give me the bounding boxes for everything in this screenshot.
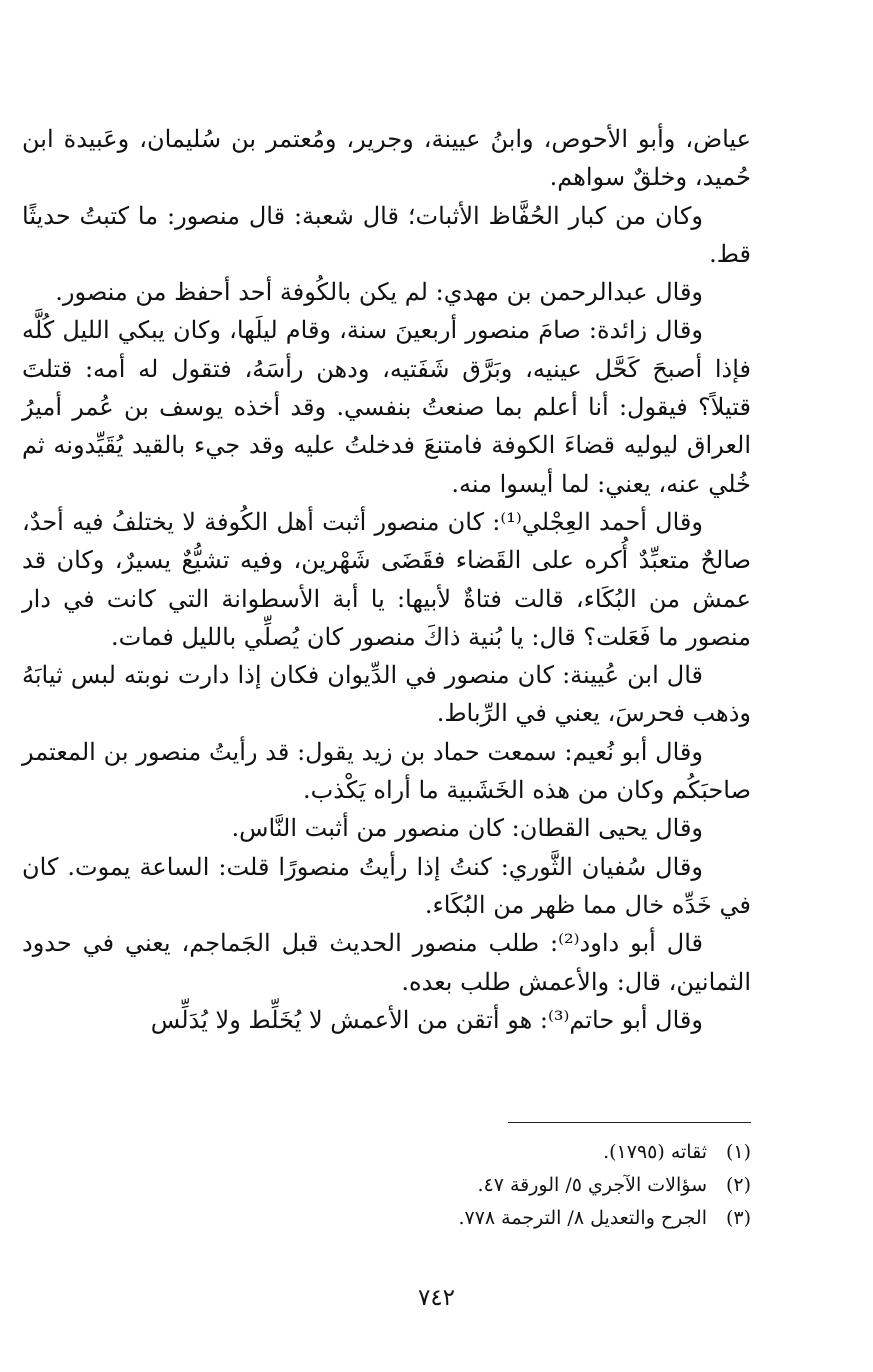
footnote-number: (٢)	[725, 1174, 751, 1196]
footnote-number: (٣)	[725, 1207, 751, 1229]
paragraph: وكان من كبار الحُفَّاظ الأثبات؛ قال شعبة: قال منصور: ما كتبتُ حديثًا قط.	[22, 201, 751, 268]
paragraph: وقال أبو حاتم⁽³⁾: هو أتقن من الأعمش لا يُخَلِّط ولا يُدَلِّس	[150, 1005, 703, 1034]
paragraph: وقال زائدة: صامَ منصور أربعينَ سنة، وقام ليلَها، وكان يبكي الليل كُلَّه فإذا أصبحَ كَحَّل عينيه، وبَرَّق شَفَتيه، ودهن رأسَهُ، فتقول له أمه: قتلتَ قتيلاً؟ فيقول: أنا أعلم بما صنعتُ بنفسي. وقد أخذه يوسف بن عُمر أميرُ العراق ليوليه قضاءَ الكوفة فامتنعَ فدخلتُ عليه وقد جيء بالقيد يُقَيِّدونه ثم خُلي عنه، يعني: لما أيسوا منه.	[22, 316, 751, 498]
paragraph: قال ابن عُيينة: كان منصور في الدِّيوان فكان إذا دارت نوبته لبس ثيابَهُ وذهب فحرسَ، يعني في الرِّباط.	[22, 661, 751, 728]
footnote-divider	[508, 1122, 751, 1123]
footnote-text: الجرح والتعديل ٨/ الترجمة ٧٧٨.	[458, 1207, 707, 1229]
footnote	[200, 1202, 751, 1235]
footnote-number: (١)	[725, 1141, 751, 1163]
paragraph: عياض، وأبو الأحوص، وابنُ عيينة، وجرير، ومُعتمر بن سُليمان، وعَبيدة ابن حُميد، وخلقٌ سواهم.	[22, 125, 751, 192]
footnotes	[200, 1136, 751, 1235]
paragraph: وقال أحمد العِجْلي⁽¹⁾: كان منصور أثبت أهل الكُوفة لا يختلفُ فيه أحدٌ، صالحٌ متعبِّدٌ أُكره على القَضاء فقَضَى شَهْرين، وفيه تشيُّعٌ يسيرٌ، وكان قد عمش من البُكَاء، قالت فتاةٌ لأبيها: يا أبة الأسطوانة التي كانت في دار منصور ما فَعَلت؟ قال: يا بُنية ذاكَ منصور كان يُصلِّي بالليل فمات.	[22, 507, 751, 651]
footnote	[200, 1136, 751, 1169]
paragraph: وقال عبدالرحمن بن مهدي: لم يكن بالكُوفة أحد أحفظ من منصور.	[55, 278, 703, 307]
paragraph: وقال سُفيان الثَّوري: كنتُ إذا رأيتُ منصورًا قلت: الساعة يموت. كان في خَدِّه خال مما ظهر من البُكَاء.	[22, 852, 751, 919]
paragraph: قال أبو داود⁽²⁾: طلب منصور الحديث قبل الجَماجم، يعني في حدود الثمانين، قال: والأعمش طلب بعده.	[22, 929, 751, 996]
footnote-text: سؤالات الآجري ٥/ الورقة ٤٧.	[477, 1174, 707, 1196]
paragraph: وقال يحيى القطان: كان منصور من أثبت النَّاس.	[231, 814, 703, 843]
footnote	[200, 1169, 751, 1202]
page-number: ٧٤٢	[417, 1285, 456, 1311]
paragraph: وقال أبو نُعيم: سمعت حماد بن زيد يقول: قد رأيتُ منصور بن المعتمر صاحبَكُم وكان من هذه الخَشَبية ما أراه يَكْذب.	[22, 737, 751, 805]
footnote-text: ثقاته (١٧٩٥).	[603, 1141, 707, 1163]
main-text	[22, 120, 751, 1039]
